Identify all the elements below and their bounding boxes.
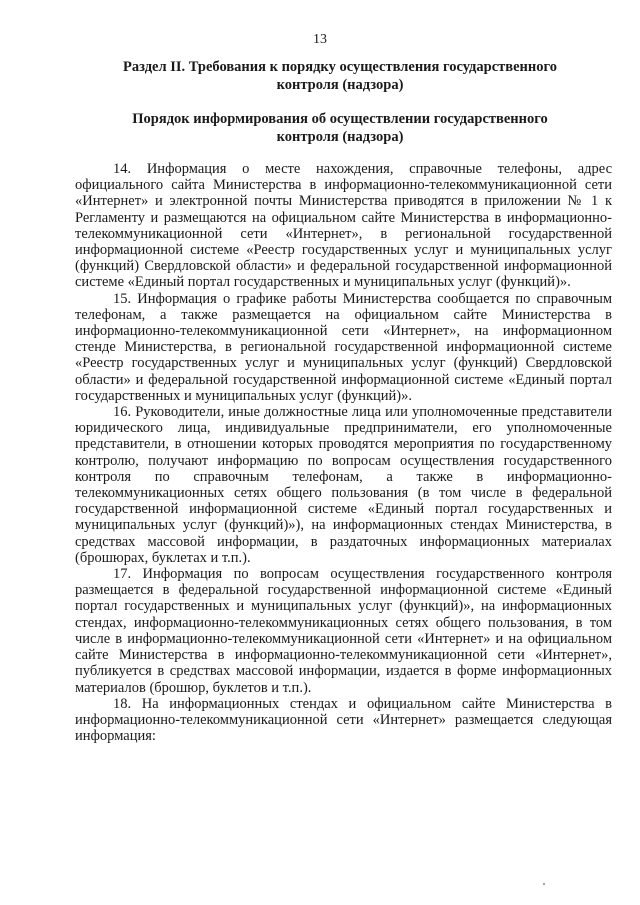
paragraph-17: 17. Информация по вопросам осуществления государственного контроля размещается в федеральной государственной информационной системе «Единый портал государственных и муниципальных услуг (функций)», на информационных стендах, информационно-телекоммуникационных сетях общего пользования, в том числе в информационно-телекоммуникационной сети «Интернет» и на официальном сайте Министерства в информационно-телекоммуникационной сети «Интернет», публикуется в средствах массовой информации, издается в форме информационных материалов (брошюр, буклетов и т.п.).: [75, 566, 612, 696]
page-number: 13: [313, 32, 327, 47]
section-title: Раздел II. Требования к порядку осуществления государственного контроля (надзора): [123, 59, 557, 93]
paragraph-18: 18. На информационных стендах и официальном сайте Министерства в информационно-телекоммуникационной сети «Интернет» размещается следующая информация:: [75, 695, 612, 745]
document-body: [75, 161, 612, 744]
paragraph-14: 14. Информация о месте нахождения, справочные телефоны, адрес официального сайта Министерства в информационно-телекоммуникационной сети «Интернет» и электронной почты Министерства приводятся в приложении № 1 к Регламенту и размещаются на официальном сайте Министерства в информационно-телекоммуникационной сети «Интернет», в региональной государственной информационной системе «Реестр государственных услуг и муниципальных услуг (функций) Свердловской области» и федеральной государственной информационной системе «Единый портал государственных и муниципальных услуг (функций)».: [75, 161, 612, 291]
subsection-title: Порядок информирования об осуществлении государственного контроля (надзора): [132, 111, 548, 145]
paragraph-16: 16. Руководители, иные должностные лица или уполномоченные представители юридического лица, индивидуальные предприниматели, его уполномоченные представители, в отношении которых проводятся мероприятия по государственному контролю, получают информацию по вопросам осуществления государственного контроля по справочным телефонам, а также в информационно-телекоммуникационных сетях общего пользования (в том числе в федеральной государственной информационной системе «Единый портал государственных и муниципальных услуг (функций)»), на информационных стендах Министерства, в средствах массовой информации, в раздаточных информационных материалах (брошюрах, буклетах и т.п.).: [75, 404, 612, 566]
paragraph-15: 15. Информация о графике работы Министерства сообщается по справочным телефонам, а также размещается на официальном сайте Министерства в информационно-телекоммуникационной сети «Интернет», на информационном стенде Министерства, в региональной государственной информационной системе «Реестр государственных услуг и муниципальных услуг (функций) Свердловской области» и федеральной государственной информационной системе «Единый портал государственных и муниципальных услуг (функций)».: [75, 290, 612, 404]
scan-speck: [543, 883, 545, 885]
